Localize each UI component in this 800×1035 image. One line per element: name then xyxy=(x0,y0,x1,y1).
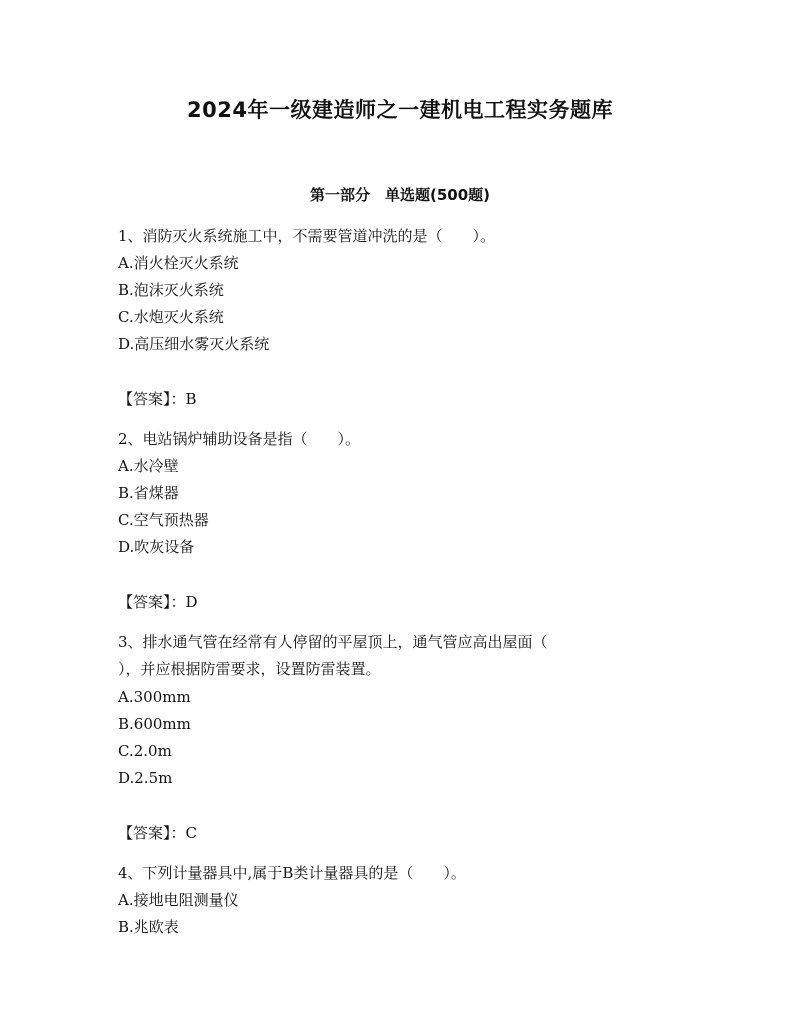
question-2-option-a: A.水冷壁 xyxy=(118,457,179,475)
question-1-option-a: A.消火栓灭火系统 xyxy=(118,254,239,272)
question-2-option-b: B.省煤器 xyxy=(118,484,179,502)
question-4-option-a: A.接地电阻测量仪 xyxy=(118,891,239,909)
question-1-stem: 1、消防灭火系统施工中，不需要管道冲洗的是（ ）。 xyxy=(118,227,496,245)
question-4-stem: 4、下列计量器具中,属于B类计量器具的是（ ）。 xyxy=(118,864,466,882)
section-title: 第一部分 单选题(500题) xyxy=(309,186,491,204)
question-1-option-b: B.泡沫灭火系统 xyxy=(118,281,224,299)
question-3-option-b: B.600mm xyxy=(118,715,191,733)
question-2-answer: 【答案】：D xyxy=(118,593,198,611)
question-3-answer: 【答案】：C xyxy=(118,824,197,842)
question-1-option-c: C.水炮灭火系统 xyxy=(118,308,224,326)
question-3-stem-line-1: 3、排水通气管在经常有人停留的平屋顶上，通气管应高出屋面（ xyxy=(118,633,548,651)
question-3-option-d: D.2.5m xyxy=(118,769,173,787)
question-1-answer: 【答案】：B xyxy=(118,390,197,408)
question-3-option-a: A.300mm xyxy=(118,688,191,706)
question-2-stem: 2、电站锅炉辅助设备是指（ ）。 xyxy=(118,430,361,448)
question-2-option-c: C.空气预热器 xyxy=(118,511,209,529)
question-2-option-d: D.吹灰设备 xyxy=(118,538,195,556)
question-4-option-b: B.兆欧表 xyxy=(118,918,179,936)
question-1-option-d: D.高压细水雾灭火系统 xyxy=(118,335,270,353)
question-3-stem-line-2: ），并应根据防雷要求，设置防雷装置。 xyxy=(118,660,381,678)
question-3-option-c: C.2.0m xyxy=(118,742,172,760)
document-title: 2024年一级建造师之一建机电工程实务题库 xyxy=(187,98,613,122)
